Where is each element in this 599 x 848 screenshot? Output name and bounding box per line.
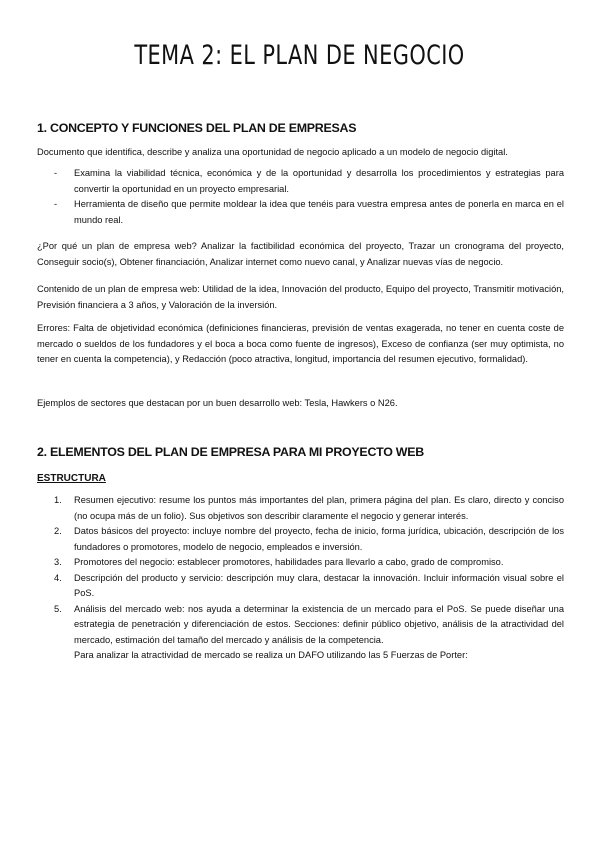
paragraph-content: Contenido de un plan de empresa web: Utilidad de la idea, Innovación del producto, Equipo del proyecto, Transmitir motivación, Previsión financiera a 3 años, y Valoración de la inversión. xyxy=(37,284,564,310)
paragraph-why: ¿Por qué un plan de empresa web? Analizar la factibilidad económica del proyecto, Trazar un cronograma del proyecto, Conseguir socio(s), Obtener financiación, Analizar internet como nuevo canal, y Analizar nuevas vías de negocio. xyxy=(37,241,564,267)
list-item-text: Resumen ejecutivo: resume los puntos más importantes del plan, primera página del plan. Es claro, directo y conciso (no ocupa más de un folio). Sus objetivos son describir claramente el negocio y generar interés. xyxy=(74,495,564,521)
list-item-text: Descripción del producto y servicio: descripción muy clara, destacar la innovación. Incluir información visual sobre el PoS. xyxy=(74,572,564,598)
list-item xyxy=(37,524,564,555)
paragraph-errors: Errores: Falta de objetividad económica (definiciones financieras, previsión de ventas exagerada, no tener en cuenta coste de mercado o sueldos de los fundadores y el boca a boca como fuente de ingresos), Exceso de confianza (ser muy optimista, no tener en cuenta la competencia), y Redacción (poco atractiva, longitud, importancia del resumen ejecutivo, formalidad). xyxy=(37,323,564,364)
list-item-text: Análisis del mercado web: nos ayuda a determinar la existencia de un mercado para el PoS. Se puede diseñar una estrategia de penetración y diferenciación de estos. Secciones: definir público objetivo, análisis de la atractividad del mercado, estimación del tamaño del mercado y análisis de la competencia. xyxy=(74,603,564,645)
page-title: TEMA 2: EL PLAN DE NEGOCIO xyxy=(134,40,465,71)
list-item xyxy=(37,602,564,664)
list-item xyxy=(37,571,564,602)
bullet-item xyxy=(37,166,564,197)
list-item-number: 3. xyxy=(54,557,62,567)
list-item-number: 1. xyxy=(54,495,62,505)
list-item xyxy=(37,493,564,524)
bullet-marker: - xyxy=(54,168,58,178)
list-item-extra-text: Para analizar la atractividad de mercado se realiza un DAFO utilizando las 5 Fuerzas de Porter: xyxy=(74,650,468,660)
paragraph-examples: Ejemplos de sectores que destacan por un buen desarrollo web: Tesla, Hawkers o N26. xyxy=(37,398,398,408)
section-1-bullet-list xyxy=(37,166,564,228)
list-item-number: 5. xyxy=(54,603,62,614)
list-item-number: 4. xyxy=(54,572,62,583)
section-1-heading: 1. CONCEPTO Y FUNCIONES DEL PLAN DE EMPRESAS xyxy=(37,121,357,135)
section-2-subheading: ESTRUCTURA xyxy=(37,473,106,484)
list-item xyxy=(37,555,564,571)
bullet-text: Examina la viabilidad técnica, económica y de la oportunidad y desarrolla los procedimientos y estrategias para convertir la oportunidad en un proyecto empresarial. xyxy=(74,168,564,194)
bullet-marker: - xyxy=(54,199,58,209)
list-item-text: Promotores del negocio: establecer promotores, habilidades para llevarlo a cabo, grado de compromiso. xyxy=(74,557,504,567)
structure-list xyxy=(37,493,564,664)
section-1-intro: Documento que identifica, describe y analiza una oportunidad de negocio aplicado a un modelo de negocio digital. xyxy=(37,147,508,157)
list-item-number: 2. xyxy=(54,526,62,536)
list-item-text: Datos básicos del proyecto: incluye nombre del proyecto, fecha de inicio, forma jurídica, ubicación, descripción de los fundadores o promotores, modelo de negocio, empleados e inversión. xyxy=(74,526,564,552)
section-2-heading: 2. ELEMENTOS DEL PLAN DE EMPRESA PARA MI PROYECTO WEB xyxy=(37,445,424,459)
bullet-text: Herramienta de diseño que permite moldear la idea que tenéis para vuestra empresa antes de ponerla en marca en el mundo real. xyxy=(74,199,564,225)
bullet-item xyxy=(37,197,564,228)
